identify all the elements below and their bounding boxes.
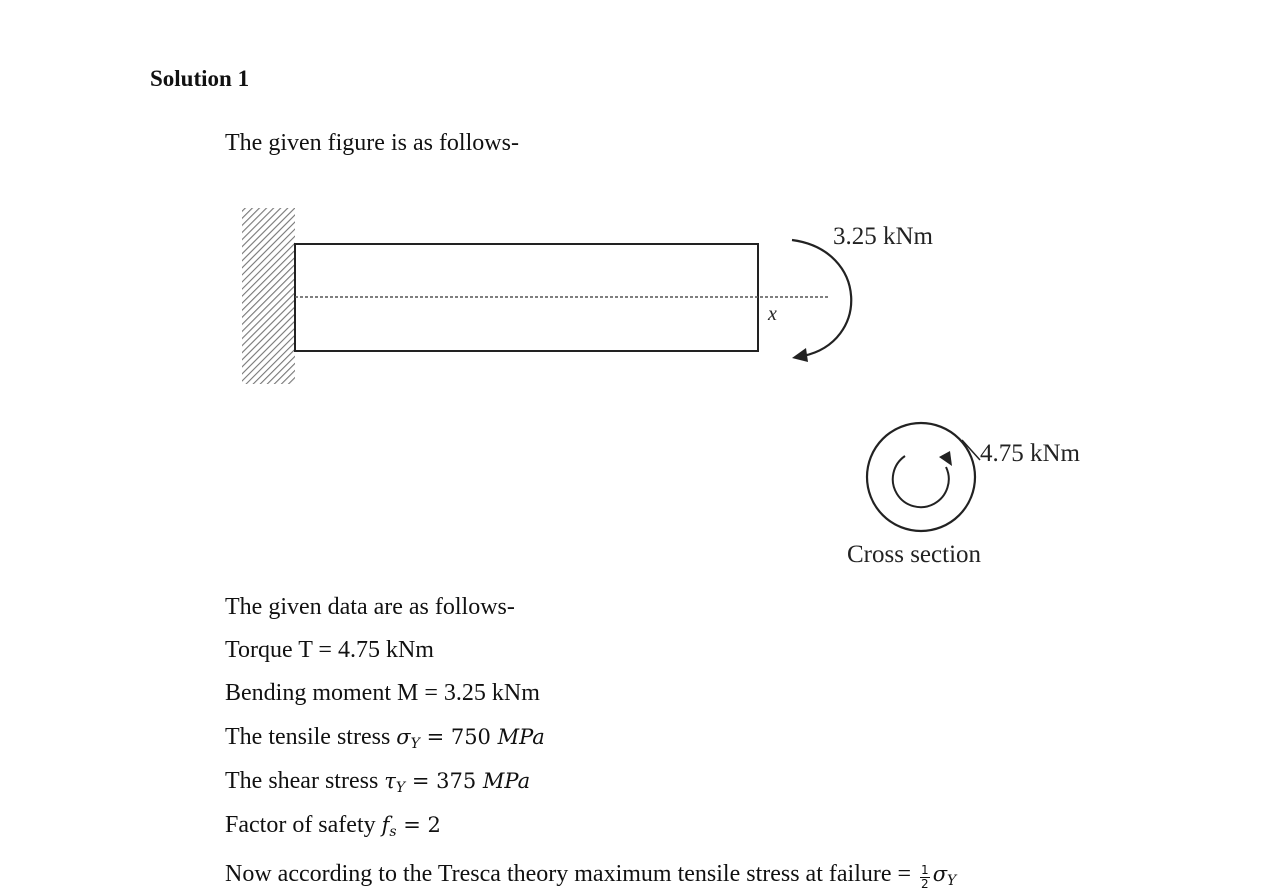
- tresca-line: [225, 859, 956, 896]
- bending-moment-label: 3.25 kNm: [833, 223, 933, 250]
- tensile-equation: = 750: [419, 725, 498, 749]
- intro-text: The given figure is as follows-: [225, 130, 519, 156]
- safety-subscript: s: [389, 824, 397, 840]
- safety-equation: = 2: [396, 813, 441, 837]
- data-intro-text: The given data are as follows-: [225, 594, 515, 620]
- wall-support: [242, 208, 295, 384]
- tresca-text: Now according to the Tresca theory maximum tensile stress at failure =: [225, 861, 918, 887]
- tensile-symbol: σ: [396, 725, 411, 749]
- torque-line: [225, 635, 434, 665]
- shear-subscript: Y: [395, 780, 406, 796]
- bending-line: [225, 678, 540, 708]
- half-fraction: [920, 864, 930, 891]
- axis-x-label: x: [768, 303, 777, 325]
- bending-moment-arrow: [792, 240, 851, 356]
- tensile-label-text: The tensile stress: [225, 724, 397, 750]
- torque-arrow: [893, 456, 949, 507]
- shear-line: [225, 766, 530, 803]
- bending-value: 3.25 kNm: [443, 680, 540, 706]
- shear-equation: = 375: [405, 769, 483, 793]
- torque-arrow-head: [939, 451, 952, 466]
- cross-section-label: Cross section: [847, 541, 982, 568]
- shear-unit: MPa: [482, 769, 531, 793]
- torque-label: 4.75 kNm: [980, 440, 1080, 467]
- shear-symbol: τ: [384, 769, 396, 793]
- tensile-subscript: Y: [410, 736, 420, 752]
- fraction-numerator: 1: [921, 863, 929, 877]
- cross-section-outer: [867, 423, 975, 531]
- safety-line: [225, 810, 441, 847]
- solution-heading: Solution 1: [150, 66, 250, 91]
- bending-arrow-head: [792, 348, 808, 362]
- tresca-subscript: Y: [947, 873, 957, 889]
- torque-value: 4.75 kNm: [337, 637, 434, 663]
- safety-label-text: Factor of safety: [225, 812, 382, 838]
- shear-label-text: The shear stress: [225, 768, 385, 794]
- tensile-unit: MPa: [497, 725, 545, 749]
- tresca-symbol: σ: [932, 862, 948, 886]
- tensile-line: [225, 722, 545, 759]
- bending-label-text: Bending moment M =: [225, 680, 444, 706]
- safety-symbol: f: [381, 813, 390, 837]
- torque-label-text: Torque T =: [225, 637, 338, 663]
- fraction-denominator: 2: [921, 877, 929, 891]
